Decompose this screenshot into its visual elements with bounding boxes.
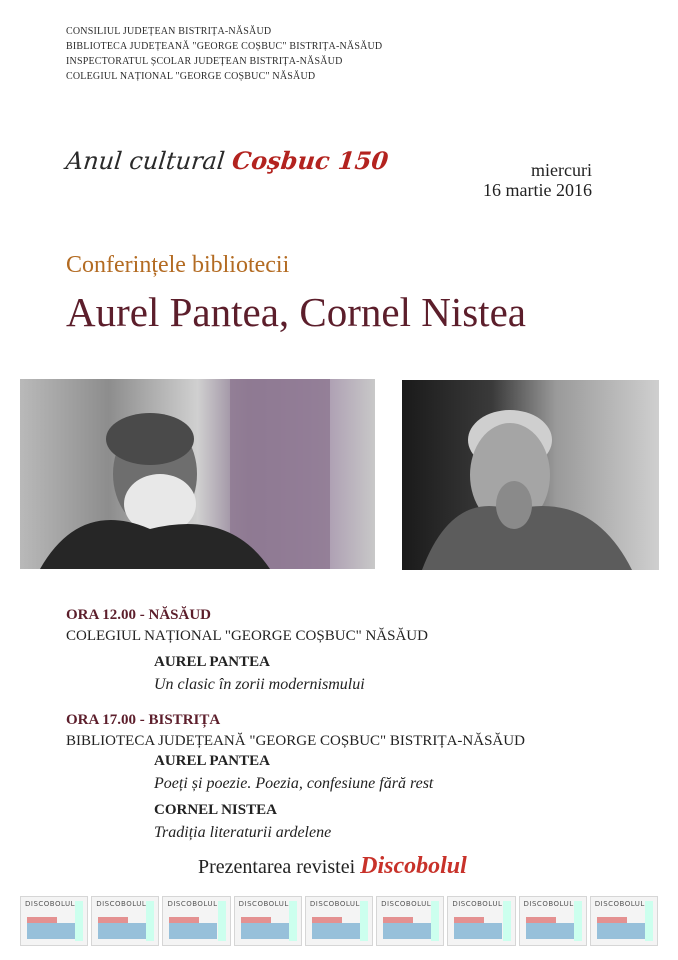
magazine-cover-title: DISCOBOLUL: [238, 900, 289, 908]
speakers-title: Aurel Pantea, Cornel Nistea: [66, 289, 526, 335]
cultural-year-prefix: Anul cultural: [64, 147, 227, 175]
magazine-cover: [590, 896, 658, 946]
organizer-line: CONSILIUL JUDEȚEAN BISTRIȚA-NĂSĂUD: [66, 26, 272, 37]
cultural-year-heading: [64, 146, 389, 175]
magazine-covers-strip: [20, 896, 658, 946]
magazine-cover-title: DISCOBOLUL: [452, 900, 503, 908]
cultural-year-highlight: Coşbuc 150: [230, 146, 390, 175]
session-2-talk-1-title: Poeți și poezie. Poezia, confesiune fără rest: [154, 775, 434, 792]
magazine-cover-title: DISCOBOLUL: [309, 900, 360, 908]
series-title: Conferințele bibliotecii: [66, 252, 290, 278]
magazine-cover: [20, 896, 88, 946]
magazine-cover: [91, 896, 159, 946]
magazine-cover: [376, 896, 444, 946]
magazine-cover-title: DISCOBOLUL: [96, 900, 147, 908]
magazine-cover-title: DISCOBOLUL: [594, 900, 645, 908]
presentation-prefix: Prezentarea revistei: [198, 856, 356, 878]
magazine-cover: [447, 896, 515, 946]
session-2-time: ORA 17.00 - BISTRIȚA: [66, 712, 221, 728]
magazine-cover-title: DISCOBOLUL: [381, 900, 432, 908]
magazine-cover: [519, 896, 587, 946]
magazine-cover-title: DISCOBOLUL: [523, 900, 574, 908]
session-1-talk-1-title: Un clasic în zorii modernismului: [154, 676, 365, 693]
organizer-line: INSPECTORATUL ȘCOLAR JUDEȚEAN BISTRIȚA-NĂSĂUD: [66, 56, 343, 67]
magazine-cover-title: DISCOBOLUL: [25, 900, 76, 908]
magazine-cover: [234, 896, 302, 946]
speaker-photo-aurel-pantea: [20, 379, 375, 569]
session-2-speaker-2: CORNEL NISTEA: [154, 802, 277, 818]
session-2-speaker-1: AUREL PANTEA: [154, 753, 270, 769]
speaker-photo-cornel-nistea: [402, 380, 659, 570]
magazine-cover: [162, 896, 230, 946]
session-2-talk-2-title: Tradiția literaturii ardelene: [154, 824, 332, 841]
session-1-time: ORA 12.00 - NĂSĂUD: [66, 607, 212, 623]
magazine-cover: [305, 896, 373, 946]
event-year: 2016: [556, 180, 592, 200]
magazine-cover-title: DISCOBOLUL: [167, 900, 218, 908]
event-weekday: miercuri: [531, 160, 592, 180]
organizer-line: COLEGIUL NAȚIONAL "GEORGE COȘBUC" NĂSĂUD: [66, 71, 316, 82]
session-2-venue: BIBLIOTECA JUDEȚEANĂ "GEORGE COȘBUC" BISTRIȚA-NĂSĂUD: [66, 733, 525, 749]
event-date: [483, 180, 592, 201]
event-day-month: 16 martie: [483, 180, 552, 200]
session-1-venue: COLEGIUL NAȚIONAL "GEORGE COȘBUC" NĂSĂUD: [66, 628, 428, 644]
organizer-line: BIBLIOTECA JUDEȚEANĂ "GEORGE COȘBUC" BISTRIȚA-NĂSĂUD: [66, 41, 383, 52]
organizers-list: [66, 24, 382, 84]
session-1-speaker-1: AUREL PANTEA: [154, 654, 270, 670]
magazine-name: Discobolul: [360, 853, 467, 879]
magazine-presentation: [198, 853, 467, 880]
